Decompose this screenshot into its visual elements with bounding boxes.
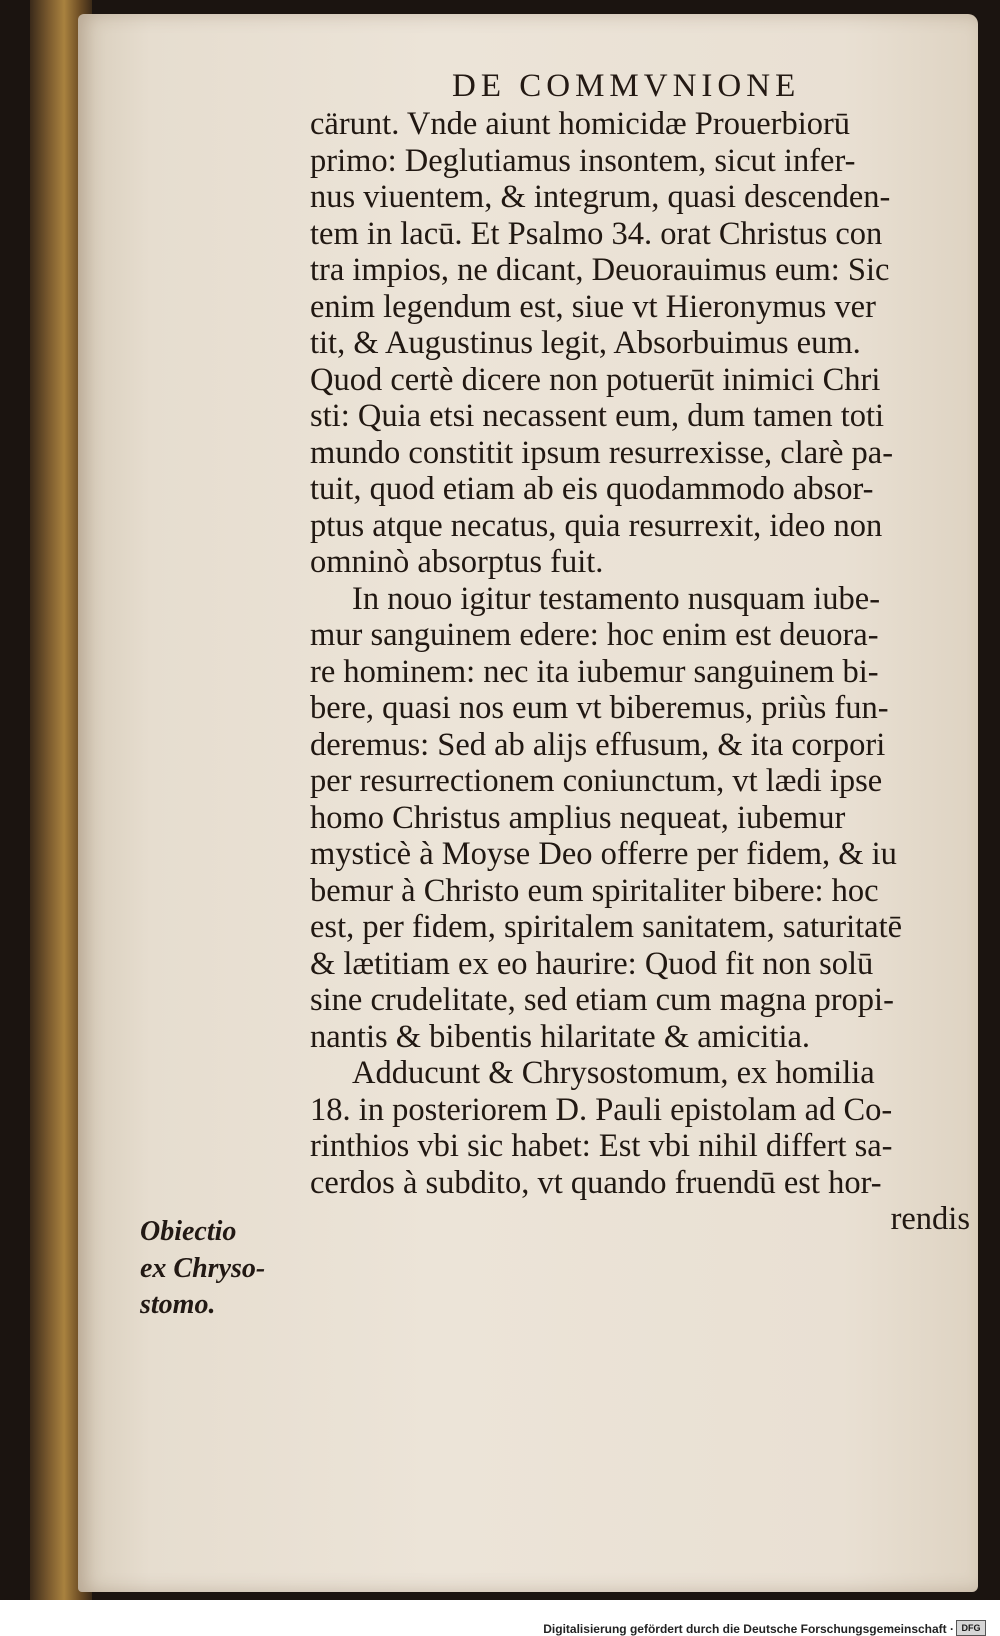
text-line: sti: Quia etsi necassent eum, dum tamen toti	[310, 398, 885, 434]
marginal-note-line: Obiectio	[140, 1216, 237, 1247]
text-line: per resurrectionem coniunctum, vt lædi ipse	[310, 763, 883, 799]
body-text	[310, 106, 970, 1238]
text-line: tra impios, ne dicant, Deuorauimus eum: Sic	[310, 252, 890, 288]
text-line: primo: Deglutiamus insontem, sicut infer-	[310, 142, 856, 179]
text-line: In nouo igitur testamento nusquam iube-	[352, 580, 881, 617]
text-line: Adducunt & Chrysostomum, ex homilia	[352, 1055, 875, 1091]
text-line: bere, quasi nos eum vt biberemus, priùs fun-	[310, 690, 889, 726]
marginal-note-line: stomo.	[140, 1289, 216, 1320]
text-line: deremus: Sed ab alijs effusum, & ita corpori	[310, 726, 886, 763]
text-line: mundo constitit ipsum resurrexisse, clarè pa-	[310, 434, 894, 471]
funding-credit: Digitalisierung gefördert durch die Deutsche Forschungsgemeinschaft ·	[543, 1622, 954, 1636]
text-line: enim legendum est, siue vt Hieronymus ver	[310, 288, 876, 325]
text-line: cärunt. Vnde aiunt homicidæ Prouerbiorū	[310, 106, 851, 142]
text-line: tit, & Augustinus legit, Absorbuimus eum.	[310, 325, 861, 361]
text-line: tem in lacū. Et Psalmo 34. orat Christus con	[310, 215, 883, 252]
text-line: mur sanguinem edere: hoc enim est deuora-	[310, 617, 879, 653]
text-line: ptus atque necatus, quia resurrexit, ideo non	[310, 507, 883, 544]
text-line: sine crudelitate, sed etiam cum magna propi-	[310, 982, 894, 1018]
running-head: DE COMMVNIONE	[452, 68, 801, 104]
marginal-note-line: ex Chryso-	[140, 1252, 266, 1284]
dfg-logo: DFG	[956, 1620, 986, 1636]
marginal-note	[140, 1214, 290, 1324]
text-line: nantis & bibentis hilaritate & amicitia.	[310, 1018, 811, 1055]
text-line: cerdos à subdito, vt quando fruendū est hor-	[310, 1164, 882, 1201]
catchword: rendis	[890, 1201, 970, 1237]
text-line: homo Christus amplius nequeat, iubemur	[310, 799, 846, 836]
text-line: mysticè à Moyse Deo offerre per fidem, & iu	[310, 836, 897, 872]
text-line: 18. in posteriorem D. Pauli epistolam ad Co-	[310, 1091, 893, 1128]
text-line: est, per fidem, spiritalem sanitatem, saturitatē	[310, 909, 903, 945]
text-line: & lætitiam ex eo haurire: Quod fit non solū	[310, 945, 874, 982]
text-line: nus viuentem, & integrum, quasi descenden-	[310, 179, 891, 215]
text-line: omninò absorptus fuit.	[310, 544, 604, 580]
text-line: tuit, quod etiam ab eis quodammodo absor-	[310, 471, 874, 507]
text-line: Quod certè dicere non potuerūt inimici Chri	[310, 361, 881, 398]
text-line: bemur à Christo eum spiritaliter bibere: hoc	[310, 872, 879, 909]
text-line: rinthios vbi sic habet: Est vbi nihil differt sa-	[310, 1128, 893, 1164]
text-line: re hominem: nec ita iubemur sanguinem bi-	[310, 653, 879, 690]
